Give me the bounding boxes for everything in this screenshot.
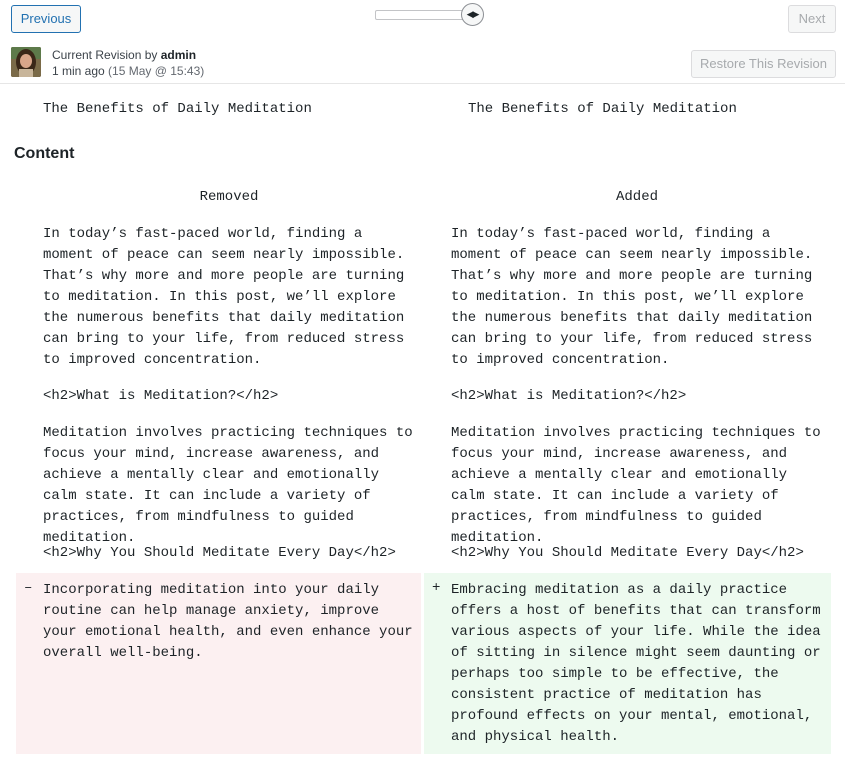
revision-author — [52, 48, 196, 62]
revision-time — [52, 64, 204, 78]
left-paragraph-1: In today’s fast-paced world, finding a moment of peace can seem nearly impossible. That’s why more and more people are turning to meditation. In this post, we’ll explore the numerous benefits that daily meditation can bring to your life, from reduced stress to improved concentration. — [43, 226, 405, 368]
avatar-image-icon — [11, 47, 41, 77]
title-right: The Benefits of Daily Meditation — [468, 101, 737, 117]
revision-prefix: Current Revision by — [52, 48, 158, 62]
revision-date: (15 May @ 15:43) — [108, 64, 205, 78]
removed-column-header: Removed — [199, 189, 259, 205]
right-h2-what: <h2>What is Meditation?</h2> — [451, 388, 687, 404]
added-paragraph: Embracing meditation as a daily practice offers a host of benefits that can transform various aspects of your life. While the idea of sitting in silence might seem daunting or perhaps too simple to be effective, the consistent practice of meditation has profound effects on your mental, emotional, and physical health. — [451, 582, 821, 745]
left-h2-what: <h2>What is Meditation?</h2> — [43, 388, 279, 404]
left-h2-why: <h2>Why You Should Meditate Every Day</h2> — [43, 545, 396, 561]
added-plus-icon: + — [432, 580, 441, 596]
right-paragraph-2: Meditation involves practicing techniques to focus your mind, increase awareness, and achieve a mentally clear and emotionally calm state. It can include a variety of practices, from mindfulness to guided meditation. — [451, 425, 821, 546]
restore-revision-button[interactable]: Restore This Revision — [691, 50, 836, 78]
title-left: The Benefits of Daily Meditation — [43, 101, 312, 117]
next-button[interactable]: Next — [788, 5, 836, 33]
added-column-header: Added — [615, 189, 658, 205]
right-paragraph-1: In today’s fast-paced world, finding a moment of peace can seem nearly impossible. That’s why more and more people are turning to meditation. In this post, we’ll explore the numerous benefits that daily meditation can bring to your life, from reduced stress to improved concentration. — [451, 226, 813, 368]
left-paragraph-2: Meditation involves practicing techniques to focus your mind, increase awareness, and achieve a mentally clear and emotionally calm state. It can include a variety of practices, from mindfulness to guided meditation. — [43, 425, 413, 546]
revision-slider-track[interactable] — [375, 10, 475, 20]
previous-button[interactable]: Previous — [11, 5, 81, 33]
removed-paragraph: Incorporating meditation into your daily routine can help manage anxiety, improve your emotional health, and even enhance your overall well-being. — [43, 582, 413, 661]
revision-time-ago: 1 min ago — [52, 64, 105, 78]
revisions-header — [0, 0, 845, 84]
removed-minus-icon: – — [24, 580, 33, 596]
revision-slider-handle[interactable]: ◀▶ — [461, 3, 484, 26]
avatar — [11, 47, 41, 77]
content-heading: Content — [14, 145, 75, 162]
revision-author-name[interactable]: admin — [160, 48, 197, 62]
right-h2-why: <h2>Why You Should Meditate Every Day</h2> — [451, 545, 804, 561]
